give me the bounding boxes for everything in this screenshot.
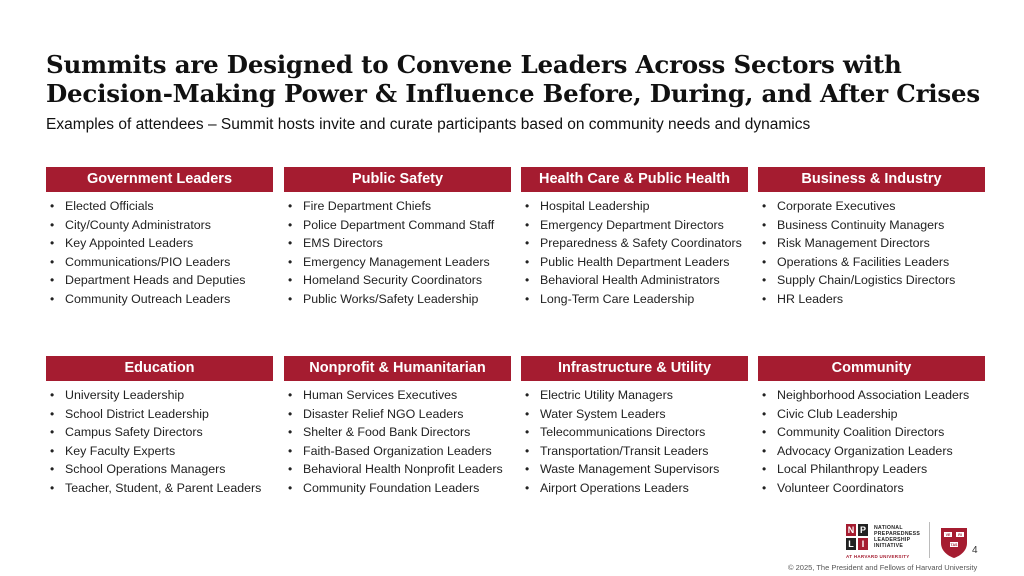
category-card [758,356,985,498]
slide-subtitle: Examples of attendees – Summit hosts invite and curate participants based on community needs and dynamics [46,116,811,133]
list-item: • University Leadership [46,386,273,405]
category-card [521,167,748,309]
shield-letters-tas: TAS [950,543,958,547]
list-item: • Preparedness & Safety Coordinators [521,234,748,253]
harvard-shield-icon [940,527,968,559]
category-header: Infrastructure & Utility [521,356,748,381]
list-item: • Advocacy Organization Leaders [758,442,985,461]
list-item: • Disaster Relief NGO Leaders [284,405,511,424]
list-item: • Hospital Leadership [521,197,748,216]
list-item: • Public Works/Safety Leadership [284,290,511,309]
category-card [284,167,511,309]
list-item: • Airport Operations Leaders [521,479,748,498]
category-header: Health Care & Public Health [521,167,748,192]
slide-title-line-1: Summits are Designed to Convene Leaders Across Sectors with [46,50,902,79]
npli-wordmark-line: PREPAREDNESS [874,531,921,537]
list-item: • Police Department Command Staff [284,216,511,235]
list-item: • Emergency Management Leaders [284,253,511,272]
category-header: Education [46,356,273,381]
category-card [284,356,511,498]
list-item: • Public Health Department Leaders [521,253,748,272]
list-item: • Key Appointed Leaders [46,234,273,253]
list-item: • Human Services Executives [284,386,511,405]
list-item: • Community Foundation Leaders [284,479,511,498]
list-item: • Waste Management Supervisors [521,460,748,479]
list-item: • Community Coalition Directors [758,423,985,442]
category-header: Community [758,356,985,381]
list-item: • Elected Officials [46,197,273,216]
list-item: • Department Heads and Deputies [46,271,273,290]
category-card [758,167,985,309]
npli-wordmark-line: LEADERSHIP [874,537,911,543]
npli-wordmark [874,525,920,549]
npli-letter-l: L [846,538,856,550]
list-item: • EMS Directors [284,234,511,253]
category-header: Nonprofit & Humanitarian [284,356,511,381]
list-item: • Water System Leaders [521,405,748,424]
list-item: • Corporate Executives [758,197,985,216]
shield-letters-ve: VE [945,533,951,537]
slide-title [46,50,1006,108]
category-list [284,197,511,309]
list-item: • School Operations Managers [46,460,273,479]
npli-wordmark-line: NATIONAL [874,525,903,531]
list-item: • Supply Chain/Logistics Directors [758,271,985,290]
category-list [46,386,273,498]
list-item: • Local Philanthropy Leaders [758,460,985,479]
category-header: Government Leaders [46,167,273,192]
list-item: • Volunteer Coordinators [758,479,985,498]
page-number: 4 [972,545,978,556]
category-list [758,197,985,309]
list-item: • Faith-Based Organization Leaders [284,442,511,461]
npli-letter-p: P [859,525,866,535]
list-item: • Civic Club Leadership [758,405,985,424]
list-item: • Neighborhood Association Leaders [758,386,985,405]
category-list [758,386,985,498]
list-item: • Operations & Facilities Leaders [758,253,985,272]
list-item: • Risk Management Directors [758,234,985,253]
list-item: • Behavioral Health Nonprofit Leaders [284,460,511,479]
category-list [284,386,511,498]
category-list [46,197,273,309]
list-item: • Communications/PIO Leaders [46,253,273,272]
npli-letter-n: N [847,525,855,535]
list-item: • Teacher, Student, & Parent Leaders [46,479,273,498]
list-item: • School District Leadership [46,405,273,424]
category-list [521,386,748,498]
list-item: • Key Faculty Experts [46,442,273,461]
copyright-notice: © 2025, The President and Fellows of Harvard University [788,563,978,572]
category-list [521,197,748,309]
list-item: • Electric Utility Managers [521,386,748,405]
list-item: • Community Outreach Leaders [46,290,273,309]
npli-letter-grid [846,524,868,550]
list-item: • Telecommunications Directors [521,423,748,442]
list-item: • Shelter & Food Bank Directors [284,423,511,442]
slide-title-line-2: Decision-Making Power & Influence Before, During, and After Crises [46,79,980,108]
list-item: • City/County Administrators [46,216,273,235]
list-item: • Behavioral Health Administrators [521,271,748,290]
category-card [521,356,748,498]
list-item: • Campus Safety Directors [46,423,273,442]
category-card [46,167,273,309]
logo-divider [929,522,930,558]
category-header: Business & Industry [758,167,985,192]
list-item: • Fire Department Chiefs [284,197,511,216]
list-item: • Business Continuity Managers [758,216,985,235]
npli-letter-i: I [858,538,868,550]
npli-wordmark-line: INITIATIVE [874,543,904,549]
list-item: • Transportation/Transit Leaders [521,442,748,461]
list-item: • HR Leaders [758,290,985,309]
list-item: • Emergency Department Directors [521,216,748,235]
npli-subtitle: AT HARVARD UNIVERSITY [846,554,910,559]
list-item: • Homeland Security Coordinators [284,271,511,290]
shield-letters-ri: RI [958,533,962,537]
list-item: • Long-Term Care Leadership [521,290,748,309]
category-card [46,356,273,498]
category-header: Public Safety [284,167,511,192]
